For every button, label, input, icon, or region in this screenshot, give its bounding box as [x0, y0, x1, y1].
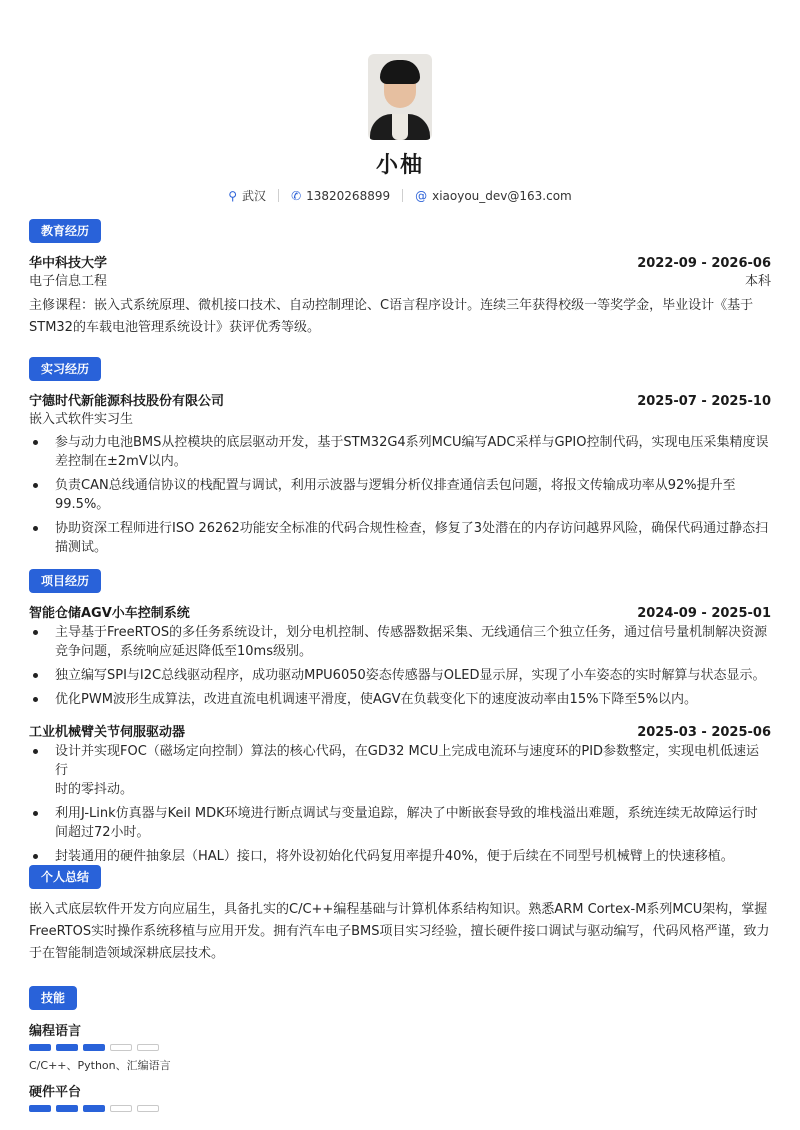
skills-section — [29, 986, 771, 1112]
location-pin-icon: ⚲ — [228, 188, 238, 203]
list-item: 协助资深工程师进行ISO 26262功能安全标准的代码合规性检查，修复了3处潜在的内存访问越界风险，确保代码通过静态扫 描测试。 — [29, 519, 771, 557]
education-description — [29, 295, 771, 339]
skill-level-bars — [29, 1044, 771, 1051]
internship-dates: 2025-07 - 2025-10 — [637, 394, 771, 409]
at-sign-icon: @ — [415, 188, 428, 203]
skill-level-segment — [137, 1105, 159, 1112]
contact-phone — [291, 189, 390, 203]
section-badge-internship: 实习经历 — [29, 357, 101, 381]
project-dates: 2025-03 - 2025-06 — [637, 725, 771, 740]
candidate-name: 小柚 — [375, 153, 424, 178]
section-badge-projects: 项目经历 — [29, 569, 101, 593]
education-major-row — [29, 271, 771, 293]
project-header-row — [29, 721, 771, 740]
list-item: 主导基于FreeRTOS的多任务系统设计，划分电机控制、传感器数据采集、无线通信三个独立任务，通过信号量机制解决资源 竞争问题，系统响应延迟降低至10ms级别。 — [29, 623, 771, 661]
skill-level-segment — [110, 1105, 132, 1112]
avatar — [368, 54, 432, 140]
degree: 本科 — [744, 274, 771, 289]
summary-line: 嵌入式底层软件开发方向应届生，具备扎实的C/C++编程基础与计算机体系结构知识。熟悉ARM Cortex-M系列MCU架构，掌握 — [29, 902, 768, 917]
internship-header-row — [29, 390, 771, 409]
divider — [402, 189, 403, 202]
company-name: 宁德时代新能源科技股份有限公司 — [29, 394, 225, 409]
summary-line: FreeRTOS实时操作系统移植与应用开发。拥有汽车电子BMS项目实习经验，擅长硬件接口调试与驱动编写，代码风格严谨，致力 — [29, 924, 770, 939]
list-item: 参与动力电池BMS从控模块的底层驱动开发，基于STM32G4系列MCU编写ADC采样与GPIO控制代码，实现电压采集精度误 差控制在±2mV以内。 — [29, 433, 771, 471]
contact-info — [0, 187, 800, 204]
education-dates: 2022-09 - 2026-06 — [637, 256, 771, 271]
education-header-row — [29, 252, 771, 271]
list-item: 优化PWM波形生成算法，改进直流电机调速平滑度，使AGV在负载变化下的速度波动率由15%下降至5%以内。 — [29, 690, 771, 709]
list-item: 设计并实现FOC（磁场定向控制）算法的核心代码，在GD32 MCU上完成电流环与速度环的PID参数整定，实现电机低速运行 时的零抖动。 — [29, 742, 771, 799]
list-item: 利用J-Link仿真器与Keil MDK环境进行断点调试与变量追踪，解决了中断嵌套导致的堆栈溢出难题，系统连续无故障运行时 间超过72小时。 — [29, 804, 771, 842]
phone-text: 13820268899 — [306, 188, 391, 203]
skill-level-segment — [83, 1105, 105, 1112]
phone-icon: ✆ — [291, 188, 302, 203]
internship-bullets — [29, 433, 771, 557]
skill-level-bars — [29, 1105, 771, 1112]
skill-level-segment — [137, 1044, 159, 1051]
section-badge-skills: 技能 — [29, 986, 77, 1010]
school-name: 华中科技大学 — [29, 256, 108, 271]
divider — [278, 189, 279, 202]
project-bullets — [29, 742, 771, 866]
summary-section — [29, 865, 771, 965]
summary-line: 于在智能制造领域深耕底层技术。 — [29, 946, 225, 961]
section-badge-education: 教育经历 — [29, 219, 101, 243]
project-dates: 2024-09 - 2025-01 — [637, 606, 771, 621]
description-line: STM32的车载电池管理系统设计》获评优秀等级。 — [29, 320, 320, 335]
skill-level-segment — [56, 1044, 78, 1051]
section-badge-summary: 个人总结 — [29, 865, 101, 889]
project-header-row — [29, 602, 771, 621]
skill-title: 编程语言 — [29, 1024, 82, 1039]
contact-email[interactable] — [415, 189, 572, 203]
project-bullets — [29, 623, 771, 709]
description-line: 主修课程：嵌入式系统原理、微机接口技术、自动控制理论、C语言程序设计。连续三年获得校级一等奖学金，毕业设计《基于 — [29, 298, 754, 313]
list-item: 独立编写SPI与I2C总线驱动程序，成功驱动MPU6050姿态传感器与OLED显示屏，实现了小车姿态的实时解算与状态显示。 — [29, 666, 771, 685]
list-item: 负责CAN总线通信协议的栈配置与调试，利用示波器与逻辑分析仪排查通信丢包问题，将报文传输成功率从92%提升至 99.5%。 — [29, 476, 771, 514]
summary-text — [29, 899, 771, 965]
contact-city — [228, 187, 266, 204]
project-title: 智能仓储AGV小车控制系统 — [29, 606, 190, 621]
skill-group — [29, 1081, 771, 1112]
skill-level-segment — [29, 1044, 51, 1051]
skill-detail: C/C++、Python、汇编语言 — [29, 1059, 171, 1072]
skill-level-segment — [83, 1044, 105, 1051]
email-text[interactable]: xiaoyou_dev@163.com — [432, 188, 572, 203]
internship-role: 嵌入式软件实习生 — [29, 412, 134, 427]
project-title: 工业机械臂关节伺服驱动器 — [29, 725, 186, 740]
major: 电子信息工程 — [29, 274, 108, 289]
profile-header — [0, 54, 800, 204]
list-item: 封装通用的硬件抽象层（HAL）接口，将外设初始化代码复用率提升40%，便于后续在不同型号机械臂上的快速移植。 — [29, 847, 771, 866]
skill-level-segment — [29, 1105, 51, 1112]
skill-level-segment — [110, 1044, 132, 1051]
internship-section — [29, 357, 771, 562]
education-section — [29, 219, 771, 339]
projects-section — [29, 569, 771, 871]
skill-group — [29, 1020, 771, 1073]
city-text: 武汉 — [242, 189, 267, 203]
skill-title: 硬件平台 — [29, 1085, 82, 1100]
skill-level-segment — [56, 1105, 78, 1112]
